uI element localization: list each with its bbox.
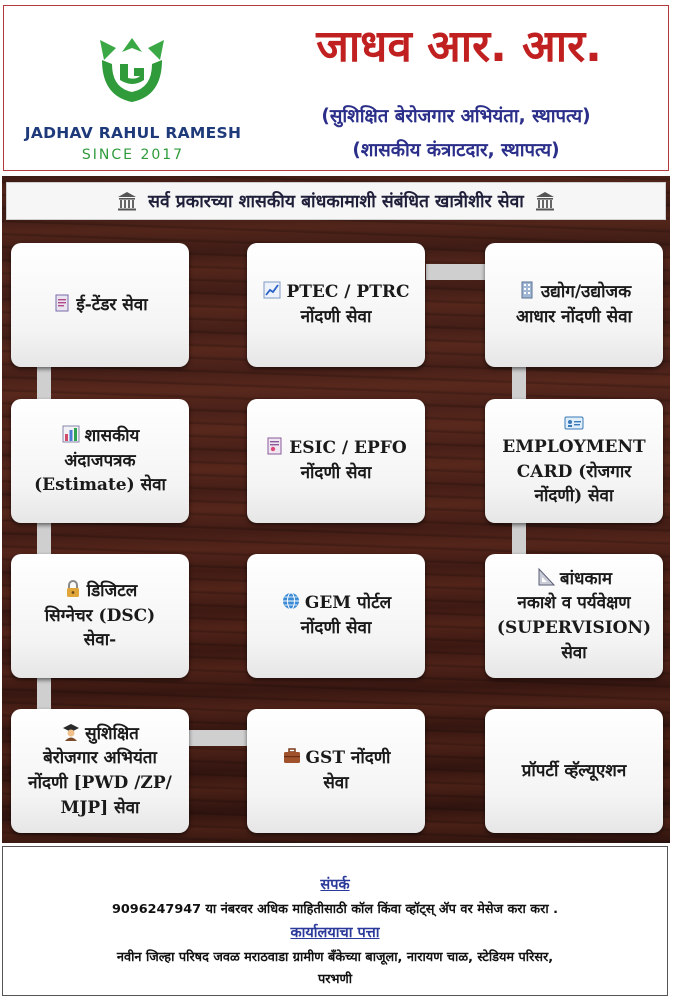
service-label: उद्योग/उद्योजक bbox=[516, 280, 632, 305]
contact-heading: संपर्क bbox=[320, 877, 350, 893]
logo-since: SINCE 2017 bbox=[81, 147, 185, 163]
service-card-e-tender[interactable] bbox=[11, 243, 189, 367]
service-label: MJP] सेवा bbox=[60, 797, 140, 818]
service-label: GST नोंदणी bbox=[282, 746, 391, 771]
address-heading: कार्यालयाचा पत्ता bbox=[290, 925, 380, 941]
footer-panel bbox=[2, 846, 668, 996]
services-banner bbox=[6, 182, 666, 220]
bank-building-icon bbox=[534, 190, 556, 212]
brand-subtitle-1: (सुशिक्षित बेरोजगार अभियंता, स्थापत्य) bbox=[321, 106, 591, 127]
logo-name: JADHAV RAHUL RAMESH bbox=[24, 124, 242, 142]
lock-icon bbox=[63, 579, 83, 599]
service-label: PTEC / PTRC bbox=[262, 280, 409, 305]
logo-leaf-icon bbox=[96, 30, 168, 106]
service-label: डिजिटल bbox=[45, 579, 155, 604]
service-label: सेवा bbox=[323, 773, 349, 793]
service-label: आधार नोंदणी सेवा bbox=[516, 307, 632, 327]
service-card-esic-epfo[interactable] bbox=[247, 399, 425, 523]
service-label: प्रॉपर्टी व्हॅल्यूएशन bbox=[521, 760, 627, 781]
service-card-estimate[interactable] bbox=[11, 399, 189, 523]
service-label: ई-टेंडर सेवा bbox=[52, 295, 147, 315]
contact-text: 9096247947 या नंबरवर अधिक माहितीसाठी कॉल किंवा व्हॉट्स् ॲप वर मेसेज करा करा . bbox=[112, 902, 558, 917]
service-label: नोंदणी सेवा bbox=[300, 463, 372, 483]
service-label: नोंदणी [PWD /ZP/ bbox=[28, 773, 172, 793]
service-card-ptec-ptrc[interactable] bbox=[247, 243, 425, 367]
service-card-gst[interactable] bbox=[247, 709, 425, 833]
chart-icon bbox=[262, 280, 282, 300]
bar-chart-icon bbox=[61, 424, 81, 444]
service-label: सेवा bbox=[561, 642, 587, 663]
form-icon bbox=[265, 436, 285, 456]
service-label: नोंदणी सेवा bbox=[300, 307, 372, 327]
service-card-property-valuation[interactable] bbox=[485, 709, 663, 833]
service-card-employment-card[interactable] bbox=[485, 399, 663, 523]
service-label: नोंदणी) सेवा bbox=[534, 486, 614, 507]
header-panel bbox=[3, 5, 669, 171]
service-card-supervision[interactable] bbox=[485, 554, 663, 678]
service-label: बांधकाम bbox=[497, 567, 651, 592]
brand-title: जाधव आर. आर. bbox=[316, 21, 602, 72]
service-card-gem-portal[interactable] bbox=[247, 554, 425, 678]
service-label: नकाशे व पर्यवेक्षण bbox=[517, 593, 631, 614]
brand-subtitle-2: (शासकीय कंत्राटदार, स्थापत्य) bbox=[352, 140, 560, 161]
service-label: सेवा- bbox=[83, 630, 117, 651]
document-icon bbox=[52, 293, 72, 313]
briefcase-icon bbox=[282, 746, 302, 766]
service-label: बेरोजगार अभियंता bbox=[43, 748, 157, 769]
bank-building-icon bbox=[116, 190, 138, 212]
service-card-engineer-registration[interactable] bbox=[11, 709, 189, 833]
connector bbox=[187, 730, 249, 746]
banner-text: सर्व प्रकारच्या शासकीय बांधकामाशी संबंधित खात्रीशीर सेवा bbox=[148, 192, 524, 212]
service-card-udyog-aadhar[interactable] bbox=[485, 243, 663, 367]
service-label: GEM पोर्टल bbox=[281, 591, 391, 616]
triangle-ruler-icon bbox=[536, 567, 556, 587]
graduate-icon bbox=[61, 722, 81, 742]
services-board bbox=[2, 176, 670, 843]
address-line-1: नवीन जिल्हा परिषद जवळ मराठवाडा ग्रामीण बँकेच्या बाजूला, नारायण चाळ, स्टेडियम परिसर, bbox=[116, 950, 554, 965]
id-card-icon bbox=[564, 413, 584, 433]
service-label: सिग्नेचर (DSC) bbox=[44, 605, 156, 626]
connector bbox=[426, 264, 486, 280]
service-label: शासकीय bbox=[34, 424, 166, 449]
office-building-icon bbox=[517, 280, 537, 300]
service-label: अंदाजपत्रक bbox=[64, 450, 136, 471]
service-label: (SUPERVISION) bbox=[496, 618, 652, 638]
address-line-2: परभणी bbox=[317, 972, 353, 987]
service-label: सुशिक्षित bbox=[28, 722, 172, 747]
service-label: (Estimate) सेवा bbox=[34, 475, 166, 496]
service-label: EMPLOYMENT bbox=[502, 437, 646, 458]
service-label: CARD (रोजगार bbox=[516, 461, 632, 482]
globe-icon bbox=[281, 591, 301, 611]
service-label: नोंदणी सेवा bbox=[300, 618, 372, 638]
service-label: ESIC / EPFO bbox=[265, 436, 406, 461]
service-card-dsc[interactable] bbox=[11, 554, 189, 678]
